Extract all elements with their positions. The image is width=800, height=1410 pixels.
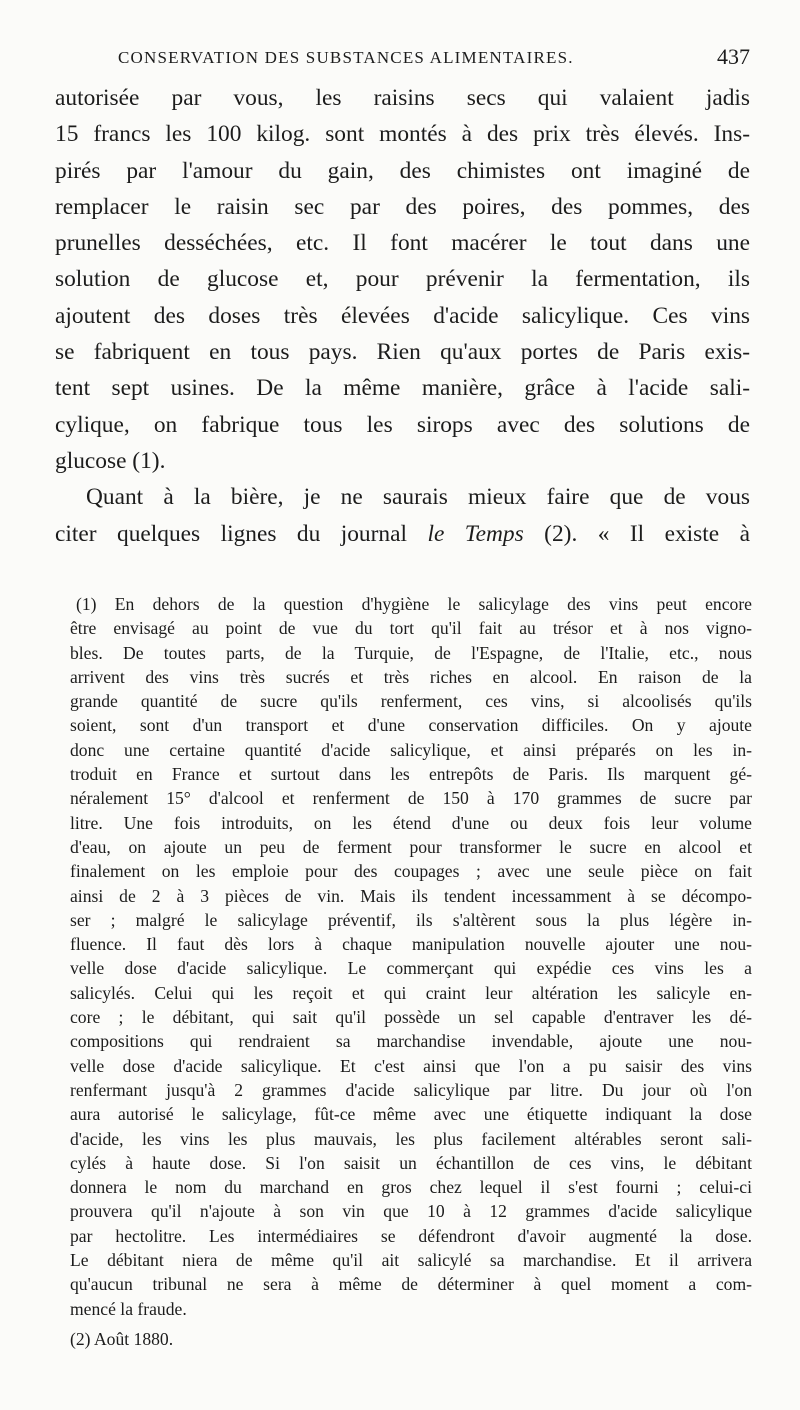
text-line: solution de glucose et, pour prévenir la fermentation, ils [55,266,750,293]
text-segment: (2). « Il existe à [523,520,750,547]
main-text [55,80,750,552]
text-line: pirés par l'amour du gain, des chimistes ont imaginé de [55,157,750,184]
page-header [60,44,750,74]
text-segment: citer quelques lignes du journal [55,520,428,547]
footnote-line: fluence. Il faut dès lors à chaque manipulation nouvelle ajouter une nou- [70,934,752,955]
footnote-line: prouvera qu'il n'ajoute à son vin que 10 à 12 grammes d'acide salicylique [70,1201,752,1222]
footnote-line: core ; le débitant, qui sait qu'il possède un sel capable d'entraver les dé- [70,1007,752,1028]
text-line: autorisée par vous, les raisins secs qui valaient jadis [55,85,750,111]
footnote-line: soient, sont d'un transport et d'une conservation difficiles. On y ajoute [70,715,752,736]
footnote-line: finalement on les emploie pour des coupages ; avec une seule pièce on fait [70,861,752,882]
footnote-line: ser ; malgré le salicylage préventif, ils s'altèrent sous la plus légère in- [70,909,752,930]
footnote-line: velle dose d'acide salicylique. Le commerçant qui expédie ces vins les a [70,958,752,979]
footnote-line: arrivent des vins très sucrés et très riches en alcool. En raison de la [70,666,752,687]
footnote-line: aura autorisé le salicylage, fût-ce même avec une étiquette indiquant la dose [70,1104,752,1125]
footnote-line: d'eau, on ajoute un peu de ferment pour transformer le sucre en alcool et [70,836,752,857]
journal-title: le Temps [427,520,524,547]
footnote-line: compositions qui rendraient sa marchandise invendable, ajoute une nou- [70,1031,752,1052]
footnote-line: être envisagé au point de vue du tort qu'il fait au trésor et à nos vigno- [70,618,752,639]
text-line-with-citation [55,516,750,552]
text-line: prunelles desséchées, etc. Il font macérer le tout dans une [55,230,750,257]
footnote-line: néralement 15° d'alcool et renferment de 150 à 170 grammes de sucre par [70,788,752,809]
footnote-line: donc une certaine quantité d'acide salicylique, et ainsi préparés on les in- [70,739,752,760]
footnotes [70,592,752,1351]
footnote-line: bles. De toutes parts, de la Turquie, de l'Espagne, de l'Italie, etc., nous [70,642,752,663]
text-line: cylique, on fabrique tous les sirops avec des solutions de [55,411,750,438]
footnote-line: d'acide, les vins les plus mauvais, les plus facilement altérables seront sali- [70,1128,752,1149]
footnote-line: ainsi de 2 à 3 pièces de vin. Mais ils tendent incessamment à se décompo- [70,885,752,906]
footnote-line: qu'aucun tribunal ne sera à même de déterminer à quel moment a com- [70,1274,752,1295]
text-line: tent sept usines. De la même manière, grâce à l'acide sali- [55,375,750,402]
footnote-line: litre. Une fois introduits, on les étend d'une ou deux fois leur volume [70,812,752,833]
footnote-line: renfermant jusqu'à 2 grammes d'acide salicylique par litre. Du jour où l'on [70,1079,752,1100]
text-line: Quant à la bière, je ne saurais mieux faire que de vous [86,484,750,511]
footnote-line: par hectolitre. Les intermédiaires se défendront d'avoir augmenté la dose. [70,1225,752,1246]
text-line: glucose (1). [55,447,166,474]
text-line: 15 francs les 100 kilog. sont montés à des prix très élevés. Ins- [55,121,750,148]
footnote-line: grande quantité de sucre qu'ils renferment, ces vins, si alcoolisés qu'ils [70,691,752,712]
footnote-2: (2) Août 1880. [70,1328,174,1349]
footnote-line: donnera le nom du marchand en gros chez lequel il s'est fourni ; celui-ci [70,1177,752,1198]
footnote-line: velle dose d'acide salicylique. Et c'est ainsi que l'on a pu saisir des vins [70,1055,752,1076]
text-line: remplacer le raisin sec par des poires, des pommes, des [55,193,750,220]
footnote-line: (1) En dehors de la question d'hygiène le salicylage des vins peut encore [76,594,752,614]
text-line: se fabriquent en tous pays. Rien qu'aux portes de Paris exis- [55,339,750,366]
text-line: ajoutent des doses très élevées d'acide salicylique. Ces vins [55,302,750,329]
footnote-line: troduit en France et surtout dans les entrepôts de Paris. Ils marquent gé- [70,764,752,785]
running-head: CONSERVATION DES SUBSTANCES ALIMENTAIRES. [118,48,574,67]
footnote-line: cylés à haute dose. Si l'on saisit un échantillon de ces vins, le débitant [70,1152,752,1173]
footnote-line: Le débitant niera de même qu'il ait salicylé sa marchandise. Et il arrivera [70,1250,752,1271]
page-number: 437 [717,44,750,69]
footnote-line: mencé la fraude. [70,1298,187,1319]
footnote-line: salicylés. Celui qui les reçoit et qui craint leur altération les salicyle en- [70,982,752,1003]
